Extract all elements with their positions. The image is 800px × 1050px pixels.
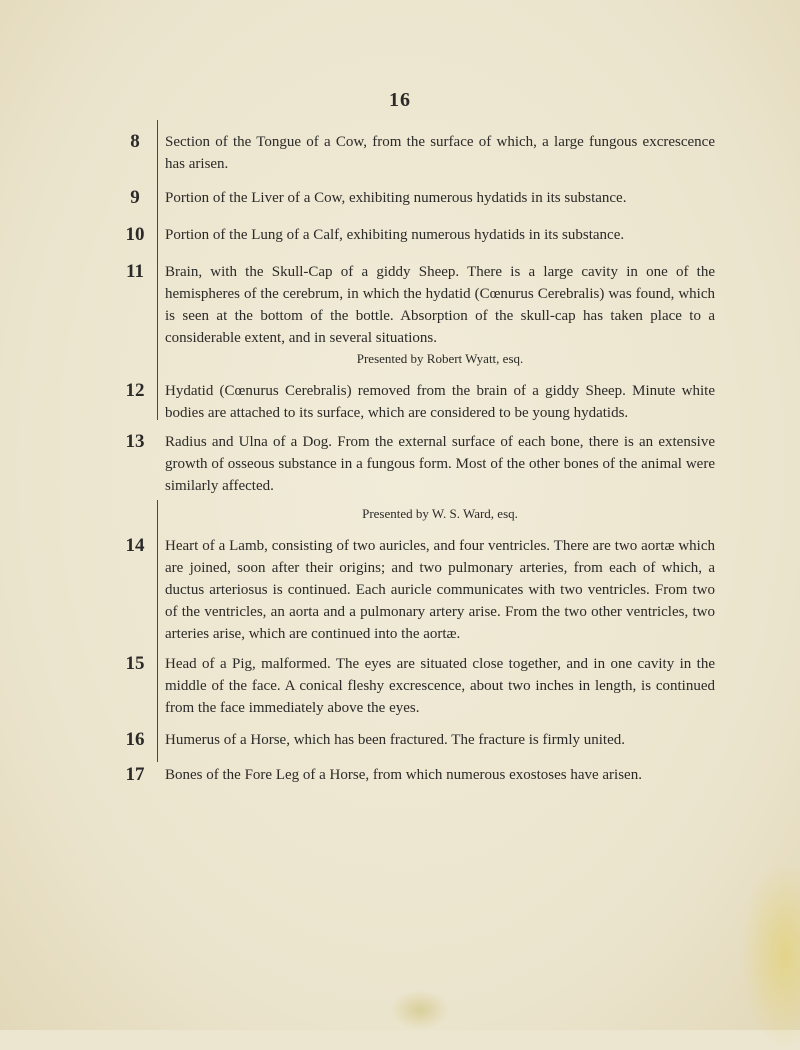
entry-description: Section of the Tongue of a Cow, from the surface of which, a large fungous excrescence has arisen. [165, 134, 715, 172]
entry-number: 9 [130, 187, 140, 208]
entry-number: 14 [125, 535, 145, 556]
entry-number: 17 [125, 764, 145, 785]
entry-number: 13 [125, 431, 145, 452]
entry-description: Radius and Ulna of a Dog. From the external surface of each bone, there is an extensive growth of osseous substance in a fungous form. Most of the other bones of the animal were similarly affected. [165, 434, 715, 494]
entry-description: Head of a Pig, malformed. The eyes are situated close together, and in one cavity in the middle of the face. A conical fleshy excrescence, about two inches in length, is continued from the face immediately above the eyes. [165, 656, 715, 716]
entry-number: 10 [125, 224, 145, 245]
entry-number: 8 [130, 131, 140, 152]
paper-stain [740, 860, 800, 1050]
page-number: 16 [389, 89, 411, 111]
entry-description: Humerus of a Horse, which has been fractured. The fracture is firmly united. [165, 732, 625, 748]
entry-description: Bones of the Fore Leg of a Horse, from which numerous exostoses have arisen. [165, 767, 642, 783]
entry-description: Heart of a Lamb, consisting of two auricles, and four ventricles. There are two aortæ which are joined, soon after their origins; and two pulmonary arteries, from each of which, a ductus arteriosus is continued. Each auricle communicates with two ventricles. From two of the ventricles, an aorta and a pulmonary artery arise. From the two other ventricles, two arteries arise, which are continued into the aortæ. [165, 538, 715, 642]
entry-number: 12 [125, 380, 145, 401]
entry-description: Brain, with the Skull-Cap of a giddy Sheep. There is a large cavity in one of the hemispheres of the cerebrum, in which the hydatid (Cœnurus Cerebralis) was found, which is seen at the bottom of the bottle. Absorption of the skull-cap has taken place to a considerable extent, and in several situations. [165, 264, 715, 346]
entry-description: Hydatid (Cœnurus Cerebralis) removed from the brain of a giddy Sheep. Minute white bodies are attached to its surface, which are considered to be young hydatids. [165, 383, 715, 421]
entry-number: 11 [126, 261, 144, 282]
entry-number: 16 [125, 729, 145, 750]
column-rule [157, 120, 158, 420]
entry-description: Portion of the Liver of a Cow, exhibiting numerous hydatids in its substance. [165, 190, 627, 206]
entry-number: 15 [125, 653, 145, 674]
presented-by: Presented by Robert Wyatt, esq. [356, 351, 524, 366]
presented-by: Presented by W. S. Ward, esq. [362, 506, 518, 521]
column-rule [157, 500, 158, 762]
entry-description: Portion of the Lung of a Calf, exhibiting numerous hydatids in its substance. [165, 227, 625, 243]
paper-stain [390, 990, 450, 1030]
